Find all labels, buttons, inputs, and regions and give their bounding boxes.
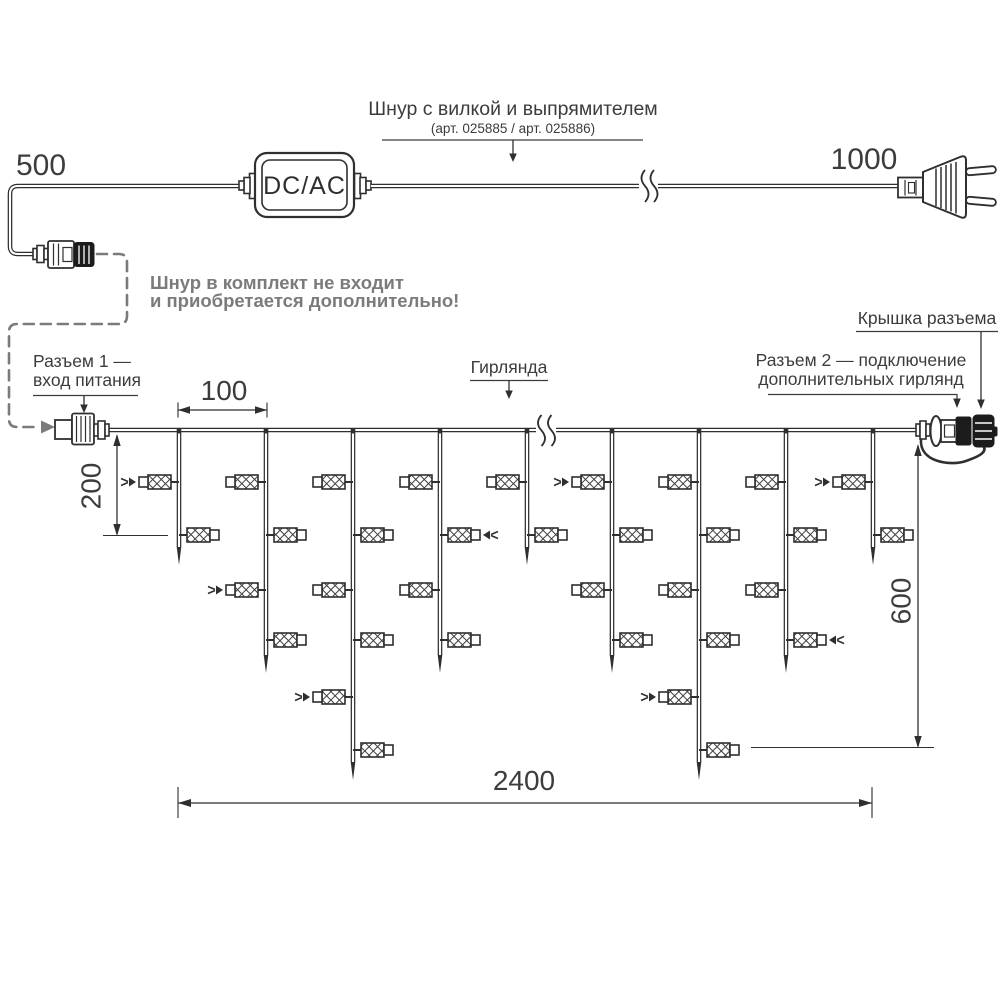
connector1-label-line1: Разъем 1 — [33,351,131,371]
connector2-label-line1: Разъем 2 — подключение [755,350,967,370]
note-line-2: и приобретается дополнительно! [150,290,460,311]
garland-drop [121,429,219,565]
led-lamp-icon [746,583,786,597]
dimension-drop-spacing [178,375,267,418]
drop-tip-icon [871,547,876,565]
garland-drop [295,429,393,780]
cap-label: Крышка разъема [857,308,997,328]
led-lamp-icon [786,633,844,647]
drop-tip-icon [525,547,530,565]
garland-drop [746,429,844,673]
drop-tip-icon [610,655,615,673]
cord-break-icon [642,170,658,202]
led-lamp-icon [353,528,393,542]
connector-cap-icon [973,415,997,447]
led-lamp-icon [266,528,306,542]
led-lamp-icon [641,690,699,704]
garland-drop [487,429,567,565]
power-cord-connector-icon [33,241,94,268]
cord-subtitle-label: (арт. 025885 / арт. 025886) [430,121,596,136]
led-lamp-icon [612,633,652,647]
drop-tip-icon [177,547,182,565]
flash-arrow-icon [295,693,310,702]
led-lamp-icon [226,475,266,489]
dim-100-label: 100 [200,375,248,406]
cord-right-length-label: 1000 [830,143,898,176]
connector2-callout [756,350,967,408]
led-lamp-icon [572,583,612,597]
led-lamp-icon [815,475,873,489]
led-lamp-icon [400,475,440,489]
led-lamp-icon [266,633,306,647]
led-lamp-icon [440,633,480,647]
connector1-icon [55,414,109,445]
dim-2400-label: 2400 [492,765,556,796]
garland-drop [208,429,306,673]
connector2-icon [916,415,997,463]
led-lamp-icon [659,475,699,489]
led-lamp-icon [527,528,567,542]
flash-arrow-icon [815,478,830,487]
dimension-total-length [178,765,872,818]
led-lamp-icon [179,528,219,542]
garland-callout [470,357,548,399]
dc-ac-label: DC/AC [263,172,346,200]
garland-drop [641,429,739,780]
cord-title-label: Шнур с вилкой и выпрямителем [368,98,658,120]
led-lamp-icon [440,528,498,542]
led-lamp-icon [313,475,353,489]
connector1-callout [33,351,141,413]
power-cord-right-wire [371,170,899,202]
cord-callout [368,98,657,162]
led-lamp-icon [873,528,913,542]
led-lamp-icon [786,528,826,542]
led-lamp-icon [699,633,739,647]
flash-arrow-icon [208,586,223,595]
led-lamp-icon [121,475,179,489]
drop-tip-icon [697,762,702,780]
garland-label: Гирлянда [470,357,548,377]
led-lamp-icon [554,475,612,489]
connector1-label-line2: вход питания [33,370,141,390]
drop-tip-icon [264,655,269,673]
garland-drops [121,429,913,780]
led-lamp-icon [353,743,393,757]
power-plug-icon [898,156,996,217]
flash-arrow-icon [554,478,569,487]
flash-arrow-icon [121,478,136,487]
led-lamp-icon [400,583,440,597]
dc-ac-converter-icon [239,153,371,217]
led-lamp-icon [699,743,739,757]
led-lamp-icon [612,528,652,542]
led-lamp-icon [208,583,266,597]
garland-drop [815,429,913,565]
led-lamp-icon [313,583,353,597]
garland-drop [400,429,498,673]
dashed-connector-path [9,254,127,427]
connector2-label-line2: дополнительных гирлянд [758,369,964,389]
led-lamp-icon [746,475,786,489]
note-line-1: Шнур в комплект не входит [150,272,404,293]
drop-tip-icon [438,655,443,673]
led-lamp-icon [487,475,527,489]
flash-arrow-icon [829,636,844,645]
led-lamp-icon [659,583,699,597]
garland-section [33,308,998,818]
cord-left-length-label: 500 [15,149,67,182]
not-included-callout [9,254,459,434]
power-cord-left-wire [10,186,243,254]
led-lamp-icon [353,633,393,647]
led-lamp-icon [699,528,739,542]
drop-tip-icon [351,762,356,780]
dim-200-label: 200 [75,462,107,510]
drop-tip-icon [784,655,789,673]
led-lamp-icon [295,690,353,704]
flash-arrow-icon [641,693,656,702]
dim-600-label: 600 [885,577,917,625]
garland-drop [554,429,652,673]
flash-arrow-icon [483,531,498,540]
dashed-arrow-icon [41,421,55,434]
garland-break-icon [536,415,556,446]
